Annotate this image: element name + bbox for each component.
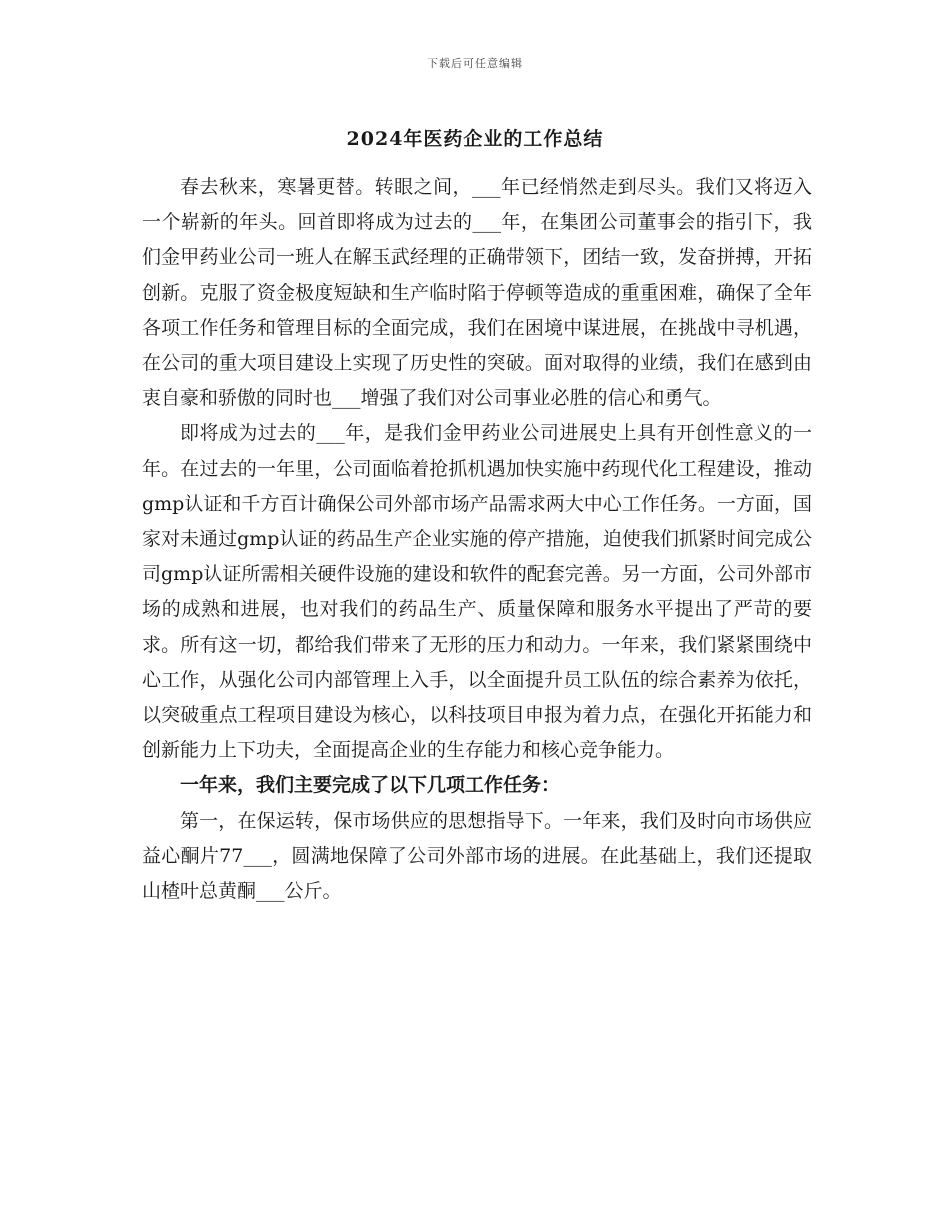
paragraph-intro: 春去秋来，寒暑更替。转眼之间，___年已经悄然走到尽头。我们又将迈入一个崭新的年头。回首即将成为过去的___年，在集团公司董事会的指引下，我们金甲药业公司一班人在解玉武经理的正确带领下，团结一致，发奋拼搏，开拓创新。克服了资金极度短缺和生产临时陷于停顿等造成的重重困难，确保了全年各项工作任务和管理目标的全面完成，我们在困境中谋进展，在挑战中寻机遇，在公司的重大项目建设上实现了历史性的突破。面对取得的业绩，我们在感到由衷自豪和骄傲的同时也___增强了我们对公司事业必胜的信心和勇气。: [142, 176, 812, 410]
paragraph-task-one: 第一，在保运转，保市场供应的思想指导下。一年来，我们及时向市场供应益心酮片77___，圆满地保障了公司外部市场的进展。在此基础上，我们还提取山楂叶总黄酮___公斤。: [142, 809, 812, 903]
paragraph-tasks-heading: 一年来，我们主要完成了以下几项工作任务：: [180, 774, 561, 797]
document-body: [142, 170, 812, 909]
header-note: 下载后可任意编辑: [427, 57, 523, 70]
paragraph-year-significance: 即将成为过去的___年，是我们金甲药业公司进展史上具有开创性意义的一年。在过去的一年里，公司面临着抢抓机遇加快实施中药现代化工程建设，推动gmp认证和千方百计确保公司外部市场产品需求两大中心工作任务。一方面，国家对未通过gmp认证的药品生产企业实施的停产措施，迫使我们抓紧时间完成公司gmp认证所需相关硬件设施的建设和软件的配套完善。另一方面，公司外部市场的成熟和进展，也对我们的药品生产、质量保障和服务水平提出了严苛的要求。所有这一切，都给我们带来了无形的压力和动力。一年来，我们紧紧围绕中心工作，从强化公司内部管理上入手，以全面提升员工队伍的综合素养为依托，以突破重点工程项目建设为核心，以科技项目申报为着力点，在强化开拓能力和创新能力上下功夫，全面提高企业的生存能力和核心竞争能力。: [142, 422, 812, 762]
document-title: 2024年医药企业的工作总结: [346, 128, 604, 150]
